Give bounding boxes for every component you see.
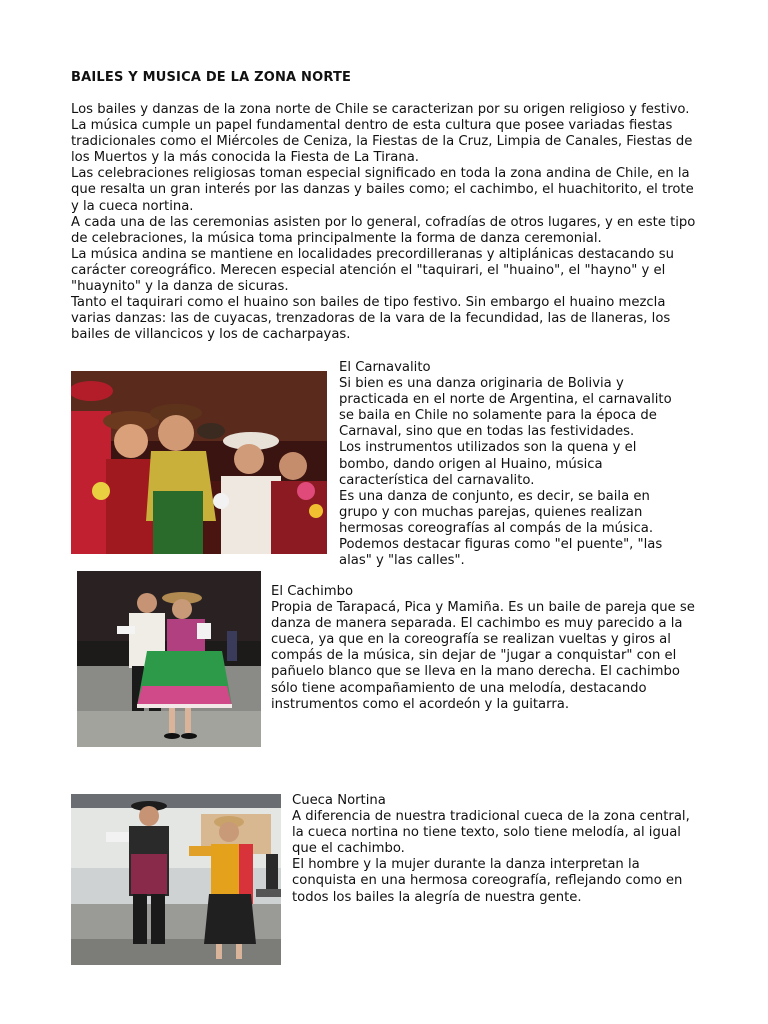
section-paragraph: Si bien es una danza originaria de Bolivia y practicada en el norte de Argentina, el carnavalito se baila en Chile no solamente para la época de Carnaval, sino que en todas las festividades. [339,376,672,440]
section-paragraph: Los instrumentos utilizados son la quena y el bombo, dando origen al Huaino, música característica del carnavalito. [339,440,637,488]
cachimbo-section [271,584,696,713]
intro-paragraph: Los bailes y danzas de la zona norte de Chile se caracterizan por su origen religioso y festivo. La música cumple un papel fundamental dentro de esta cultura que posee variadas fiestas tradicionales como el Miércoles de Ceniza, la Fiestas de la Cruz, Limpia de Canales, Fiestas de los Muertos y la más conocida la Fiesta de La Tirana. [71,102,693,166]
intro-paragraph: Tanto el taquirari como el huaino son bailes de tipo festivo. Sin embargo el huaino mezcla varias danzas: las de cuyacas, trenzadoras de la vara de la fecundidad, las de llaneras, los bailes de villancicos y los de cacharpayas. [71,295,671,343]
cueca-nortina-section [292,793,697,906]
section-heading: El Carnavalito [339,360,431,375]
cachimbo-photo [77,571,261,747]
carnavalito-section [339,360,684,569]
carnavalito-photo [71,371,327,554]
cueca-nortina-photo [71,794,281,965]
section-paragraph: A diferencia de nuestra tradicional cueca de la zona central, la cueca nortina no tiene texto, solo tiene melodía, al igual que el cachimbo. [292,809,690,857]
intro-paragraph: A cada una de las ceremonias asisten por lo general, cofradías de otros lugares, y en este tipo de celebraciones, la música toma principalmente la forma de danza ceremonial. [71,214,696,246]
intro-paragraph: La música andina se mantiene en localidades precordilleranas y altiplánicas destacando su carácter coreográfico. Merecen especial atención el "taquirari, el "huaino", el "hayno" y el "huaynito" y la danza de sicuras. [71,246,674,295]
section-heading: Cueca Nortina [292,793,386,808]
intro-text [71,102,701,343]
document-title: BAILES Y MUSICA DE LA ZONA NORTE [71,70,352,85]
intro-paragraph: Las celebraciones religiosas toman especial significado en toda la zona andina de Chile, en la que resalta un gran interés por las danzas y bailes como; el cachimbo, el huachitorito, el trote y la cueca nortina. [71,166,694,214]
section-paragraph: Propia de Tarapacá, Pica y Mamiña. Es un baile de pareja que se danza de manera separada. El cachimbo es muy parecido a la cueca, ya que en la coreografía se realizan vueltas y giros al compás de la música, sin dejar de "jugar a conquistar" con el pañuelo blanco que se lleva en la mano derecha. El cachimbo sólo tiene acompañamiento de una melodía, destacando instrumentos como el acordeón y la guitarra. [271,600,695,712]
section-paragraph: El hombre y la mujer durante la danza interpretan la conquista en una hermosa coreografía, reflejando como en todos los bailes la alegría de nuestra gente. [292,857,683,905]
section-heading: El Cachimbo [271,584,354,599]
section-paragraph: Es una danza de conjunto, es decir, se baila en grupo y con muchas parejas, quienes realizan hermosas coreografías al compás de la música. Podemos destacar figuras como "el puente", "las alas" y "las calles". [339,488,663,569]
